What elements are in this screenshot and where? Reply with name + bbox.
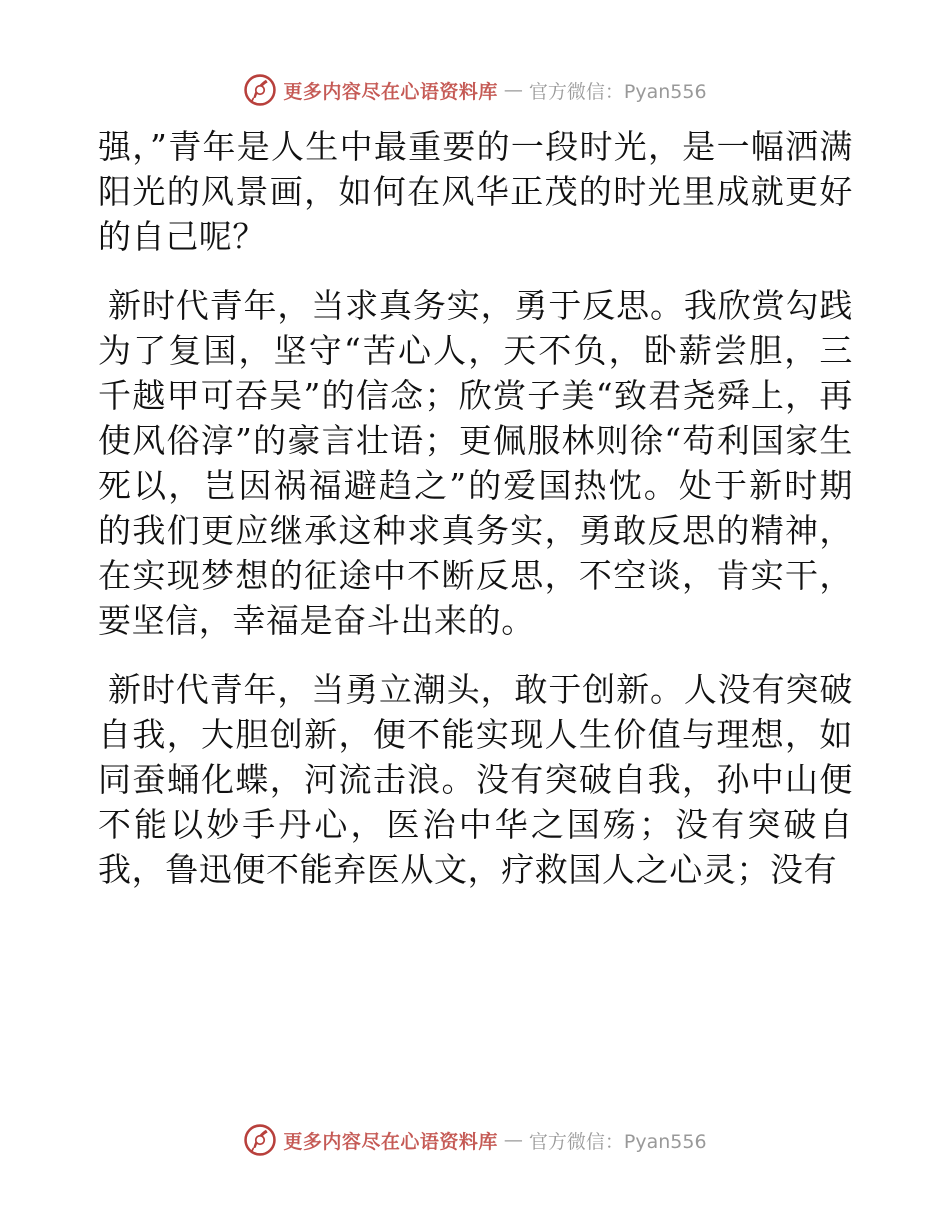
paragraph-3: 新时代青年，当勇立潮头，敢于创新。人没有突破自我，大胆创新，便不能实现人生价值与理想，如同蚕蛹化蝶，河流击浪。没有突破自我，孙中山便不能以妙手丹心，医治中华之国殇；没有突破自我，鲁迅便不能弃医从文，疗救国人之心灵；没有 bbox=[98, 670, 853, 889]
quill-pen-logo-icon bbox=[243, 1123, 277, 1157]
watermark-contact: 官方微信：Pyan556 bbox=[528, 80, 707, 103]
paragraph-2: 新时代青年，当求真务实，勇于反思。我欣赏勾践为了复国，坚守“苦心人，天不负，卧薪尝胆，三千越甲可吞吴”的信念；欣赏子美“致君尧舜上，再使风俗淳”的豪言壮语；更佩服林则徐“苟利国家生死以，岂因祸福避趋之”的爱国热忱。处于新时期的我们更应继承这种求真务实，勇敢反思的精神，在实现梦想的征途中不断反思，不空谈，肯实干，要坚信，幸福是奋斗出来的。 bbox=[98, 286, 853, 640]
quill-pen-logo-icon bbox=[243, 73, 277, 107]
watermark-separator: — bbox=[503, 79, 523, 101]
paragraph-1: 强，”青年是人生中最重要的一段时光，是一幅洒满阳光的风景画，如何在风华正茂的时光里成就更好的自己呢？ bbox=[98, 127, 853, 256]
watermark-contact: 官方微信：Pyan556 bbox=[528, 1130, 707, 1153]
document-body bbox=[98, 124, 853, 916]
watermark-separator: — bbox=[503, 1129, 523, 1151]
header-watermark bbox=[0, 70, 950, 110]
watermark-brand: 更多内容尽在心语资料库 bbox=[283, 80, 498, 103]
footer-watermark bbox=[0, 1120, 950, 1160]
watermark-brand: 更多内容尽在心语资料库 bbox=[283, 1130, 498, 1153]
